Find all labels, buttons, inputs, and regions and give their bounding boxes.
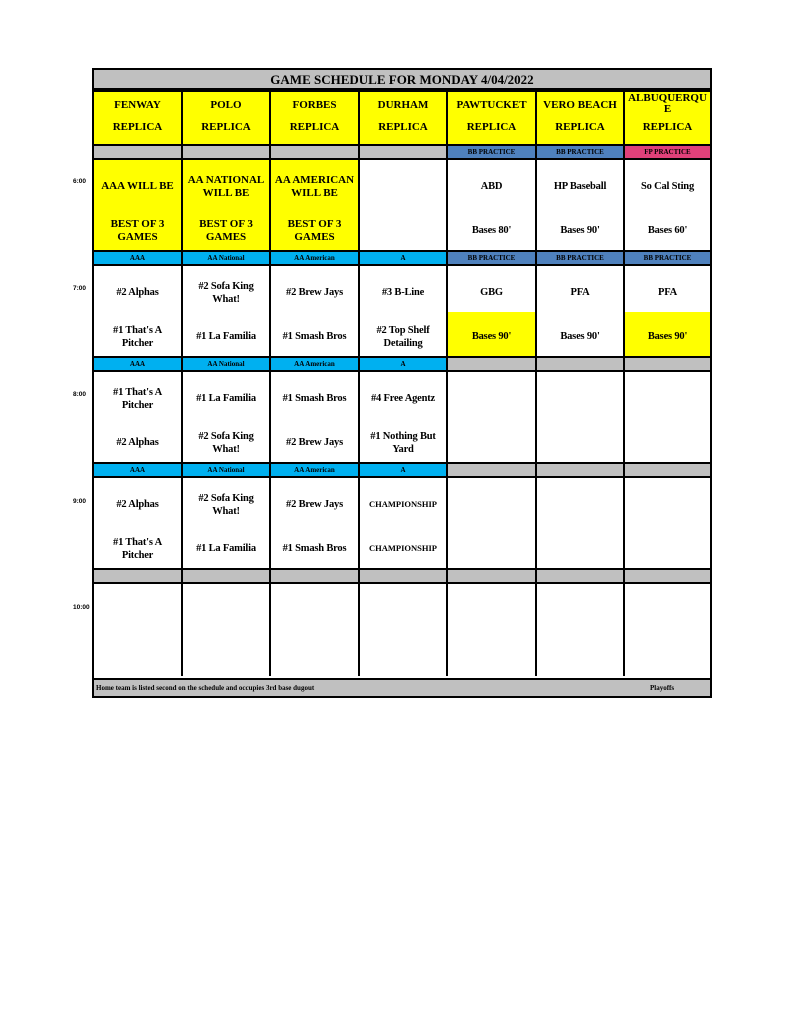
game-cell (537, 160, 625, 250)
home-team: Bases 90' (471, 331, 512, 342)
game-cell (271, 478, 360, 568)
division-band (537, 252, 625, 264)
game-cell (448, 160, 537, 250)
home-team: #1 That's A Pitcher (113, 537, 162, 561)
time-6-00: 6:00 (73, 178, 87, 185)
field-header (537, 92, 625, 144)
game-cell (448, 266, 537, 356)
division-label: BB PRACTICE (556, 254, 604, 262)
game-cell (448, 372, 537, 462)
division-band (271, 146, 360, 158)
game-cell (183, 266, 271, 356)
game-cell (271, 584, 360, 676)
away-team: #1 That's A Pitcher (113, 387, 162, 411)
time-7-00: 7:00 (73, 285, 87, 292)
division-band (448, 358, 537, 370)
time-10-00: 10:00 (73, 604, 90, 611)
away-team: #3 B-Line (381, 287, 425, 298)
home-team-note: Home team is listed second on the schedule and occupies 3rd base dugout (96, 684, 315, 692)
game-cell (625, 266, 710, 356)
division-band (360, 146, 448, 158)
game-cell (360, 160, 448, 250)
home-team: #2 Brew Jays (286, 437, 343, 448)
row-band-1 (94, 144, 710, 158)
division-band (271, 570, 360, 582)
division-band (183, 570, 271, 582)
division-band (271, 358, 360, 370)
division-label: A (400, 360, 406, 368)
home-team: CHAMPIONSHIP (369, 543, 437, 553)
schedule-title: GAME SCHEDULE FOR MONDAY 4/04/2022 (94, 70, 710, 90)
time-8-00: 8:00 (73, 391, 87, 398)
division-band (625, 358, 710, 370)
division-band (94, 358, 183, 370)
division-band (625, 464, 710, 476)
row-slot-2 (94, 158, 710, 250)
division-label: AA National (207, 360, 245, 368)
division-label: BB PRACTICE (467, 148, 516, 156)
game-cell (537, 584, 625, 676)
field-header (271, 92, 360, 144)
division-label: AA National (207, 254, 245, 262)
home-team: #1 Smash Bros (282, 543, 347, 554)
division-band (183, 252, 271, 264)
game-cell (360, 584, 448, 676)
division-band (537, 146, 625, 158)
field-sub: REPLICA (112, 121, 163, 133)
away-team: AA NATIONAL WILL BE (187, 174, 265, 199)
game-cell (448, 584, 537, 676)
field-name: POLO (210, 99, 242, 111)
division-band (271, 252, 360, 264)
division-label: A (400, 254, 406, 262)
away-team: AAA WILL BE (101, 180, 174, 192)
field-name: FENWAY (114, 99, 161, 111)
away-team: #2 Alphas (116, 287, 159, 298)
home-team: BEST OF 3 GAMES (287, 218, 342, 243)
game-cell (183, 160, 271, 250)
field-name: ALBUQUERQU E (628, 92, 707, 115)
home-team: Bases 80' (471, 225, 512, 236)
game-cell (537, 266, 625, 356)
division-label: BB PRACTICE (467, 254, 516, 262)
division-label: AAA (129, 254, 146, 262)
field-sub: REPLICA (555, 121, 605, 133)
division-band (94, 252, 183, 264)
away-team: So Cal Sting (640, 181, 695, 192)
home-team: #2 Sofa King What! (198, 431, 254, 455)
away-team: GBG (480, 287, 503, 298)
playoffs-label: Playoffs (650, 684, 675, 692)
home-team: Bases 90' (560, 225, 600, 236)
away-team: ABD (480, 181, 503, 192)
away-team: #2 Brew Jays (286, 287, 343, 298)
division-band (448, 464, 537, 476)
away-team: #2 Sofa King What! (198, 493, 254, 517)
division-band (360, 570, 448, 582)
field-header (625, 92, 710, 144)
away-team: #1 La Familia (196, 393, 256, 404)
field-header (360, 92, 448, 144)
row-header-0 (94, 90, 710, 144)
field-sub: REPLICA (642, 121, 693, 133)
home-team: #1 Nothing But Yard (370, 431, 436, 455)
field-name: VERO BEACH (543, 99, 617, 111)
division-band (625, 252, 710, 264)
home-team: #1 Smash Bros (282, 331, 347, 342)
division-label: AAA (129, 360, 146, 368)
away-team: #2 Brew Jays (286, 499, 343, 510)
game-cell (625, 372, 710, 462)
row-band-7 (94, 462, 710, 476)
game-cell (625, 478, 710, 568)
game-cell (537, 372, 625, 462)
row-slot-6 (94, 370, 710, 462)
division-band (94, 570, 183, 582)
division-band (537, 570, 625, 582)
division-band (625, 570, 710, 582)
game-cell (537, 478, 625, 568)
home-team: #1 That's A Pitcher (113, 325, 162, 349)
field-sub: REPLICA (378, 121, 428, 133)
division-band (183, 146, 271, 158)
away-team: CHAMPIONSHIP (369, 499, 437, 509)
row-band-9 (94, 568, 710, 582)
division-band (183, 464, 271, 476)
row-band-5 (94, 356, 710, 370)
division-band (271, 464, 360, 476)
division-band (448, 570, 537, 582)
home-team: #1 La Familia (196, 543, 256, 554)
field-name: DURHAM (377, 99, 429, 111)
division-label: AA National (207, 466, 245, 474)
game-cell (183, 584, 271, 676)
game-schedule-table (92, 68, 712, 698)
game-cell (94, 584, 183, 676)
field-sub: REPLICA (466, 121, 517, 133)
division-label: BB PRACTICE (556, 148, 604, 156)
home-team: #2 Alphas (116, 437, 159, 448)
home-team: Bases 60' (647, 225, 688, 236)
division-band (448, 252, 537, 264)
away-team: #2 Alphas (116, 499, 159, 510)
game-cell (94, 372, 183, 462)
home-team: BEST OF 3 GAMES (110, 218, 165, 243)
division-band (360, 464, 448, 476)
division-band (537, 358, 625, 370)
division-band (448, 146, 537, 158)
away-team: PFA (657, 287, 678, 298)
away-team: AA AMERICAN WILL BE (274, 174, 355, 199)
game-cell (625, 584, 710, 676)
division-band (360, 252, 448, 264)
time-9-00: 9:00 (73, 498, 87, 505)
division-label: AAA (129, 466, 146, 474)
game-cell (94, 160, 183, 250)
game-cell (94, 266, 183, 356)
division-label: FP PRACTICE (644, 148, 691, 156)
away-team: #4 Free Agentz (370, 393, 436, 404)
game-cell (94, 478, 183, 568)
division-label: BB PRACTICE (643, 254, 692, 262)
row-band-3 (94, 250, 710, 264)
home-team: Bases 90' (560, 331, 600, 342)
schedule-footer (94, 678, 710, 696)
division-label: A (400, 466, 406, 474)
division-band (625, 146, 710, 158)
field-name: PAWTUCKET (456, 99, 527, 111)
division-band (360, 358, 448, 370)
game-cell (360, 478, 448, 568)
division-band (94, 464, 183, 476)
home-team: BEST OF 3 GAMES (199, 218, 253, 243)
division-band (94, 146, 183, 158)
field-header (183, 92, 271, 144)
division-label: AA American (294, 360, 335, 368)
away-team: HP Baseball (553, 181, 607, 192)
division-band (183, 358, 271, 370)
game-cell (271, 372, 360, 462)
field-header (448, 92, 537, 144)
field-header (94, 92, 183, 144)
away-team: PFA (570, 287, 590, 298)
game-cell (183, 372, 271, 462)
game-cell (271, 160, 360, 250)
home-team: #1 La Familia (196, 331, 256, 342)
game-cell (448, 478, 537, 568)
away-team: #2 Sofa King What! (198, 281, 254, 305)
field-sub: REPLICA (201, 121, 251, 133)
division-band (537, 464, 625, 476)
row-slot-4 (94, 264, 710, 356)
game-cell (271, 266, 360, 356)
game-cell (183, 478, 271, 568)
field-name: FORBES (292, 99, 337, 111)
division-label: AA American (294, 466, 335, 474)
row-slot-8 (94, 476, 710, 568)
field-sub: REPLICA (289, 121, 340, 133)
away-team: #1 Smash Bros (282, 393, 347, 404)
home-team: Bases 90' (647, 331, 688, 342)
division-label: AA American (294, 254, 335, 262)
game-cell (360, 372, 448, 462)
game-cell (360, 266, 448, 356)
game-cell (625, 160, 710, 250)
home-team: #2 Top Shelf Detailing (376, 325, 430, 349)
row-slot-10 (94, 582, 710, 676)
